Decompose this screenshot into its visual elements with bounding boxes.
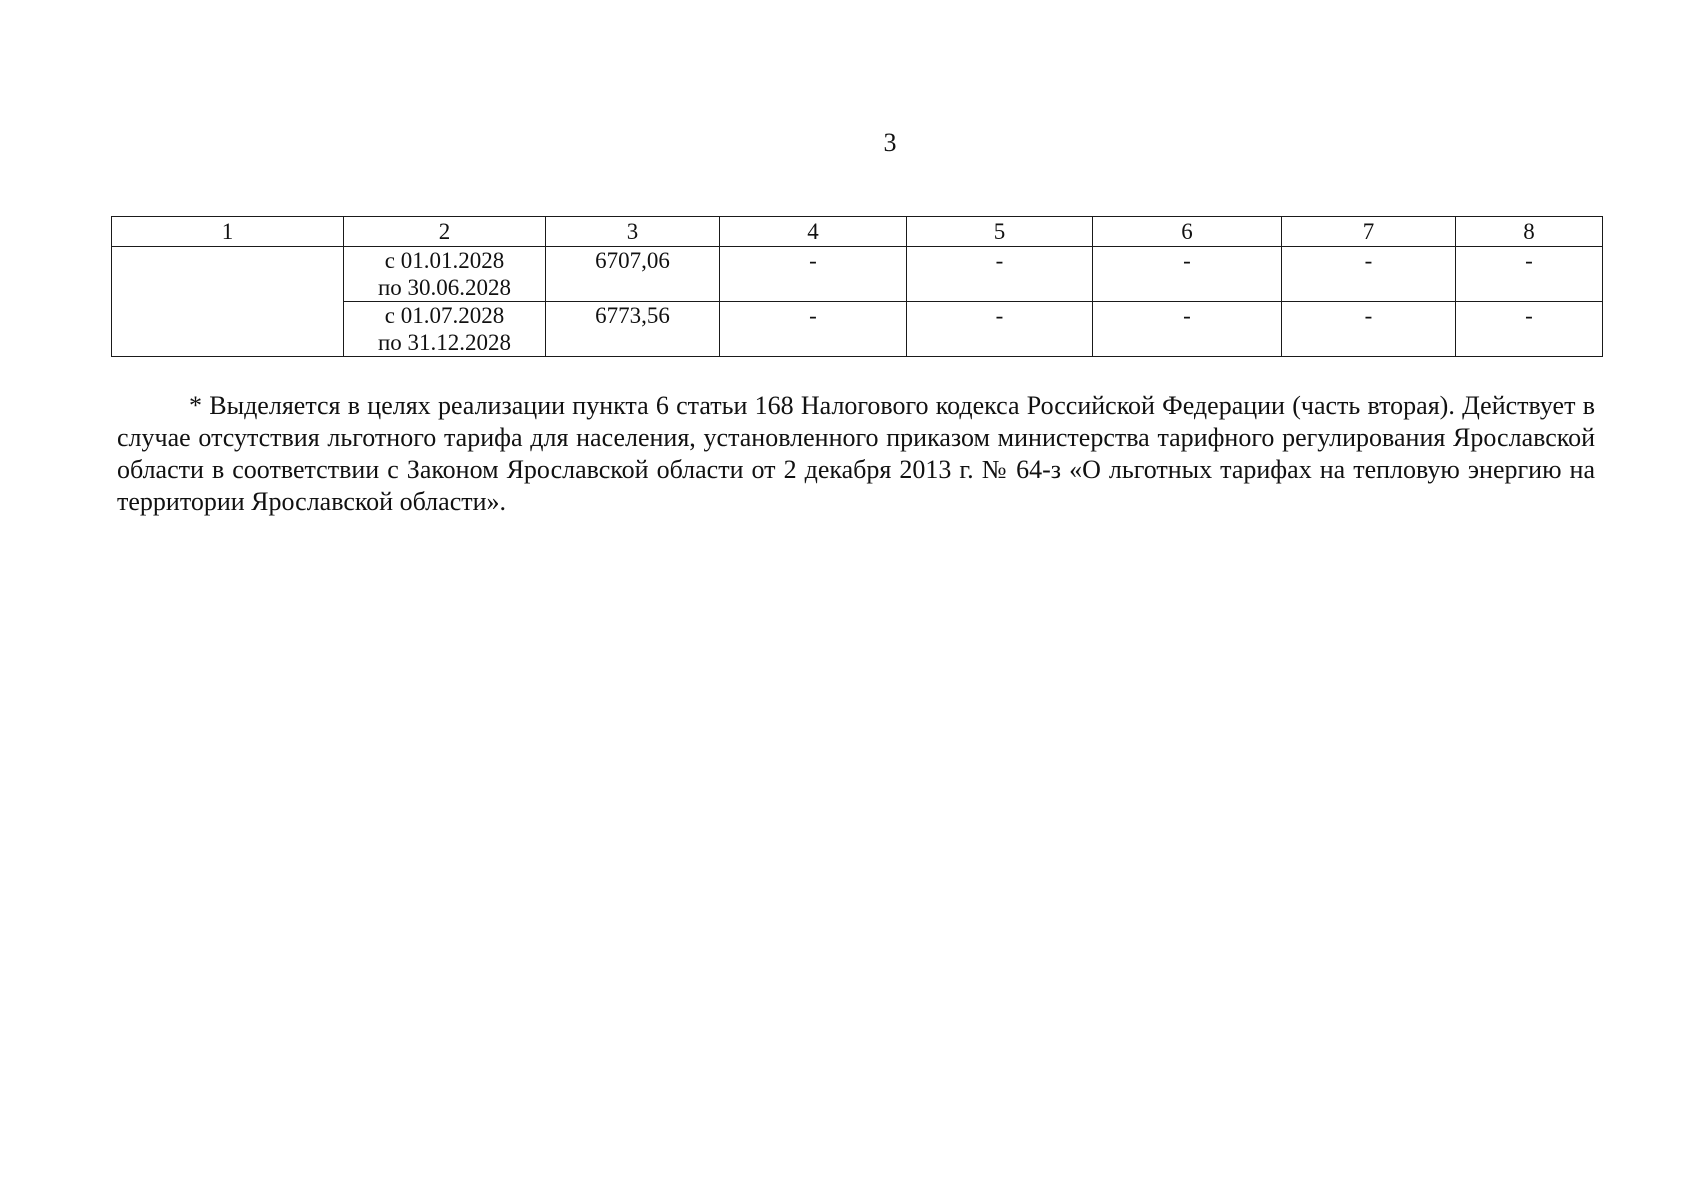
table-header-row [112, 217, 1603, 247]
period-cell [344, 302, 546, 357]
column-number-8: 8 [1456, 217, 1603, 247]
period-to: по 30.06.2028 [377, 275, 512, 300]
column-number-7: 7 [1282, 217, 1456, 247]
tariff-value-cell: 6707,06 [546, 247, 720, 302]
table-cell: - [720, 302, 907, 357]
column-number-4: 4 [720, 217, 907, 247]
period-from: с 01.01.2028 [384, 248, 505, 273]
table-row [112, 247, 1603, 302]
tariff-table [111, 216, 1603, 357]
group-cell [112, 247, 344, 357]
period-cell [344, 247, 546, 302]
tariff-value-cell: 6773,56 [546, 302, 720, 357]
column-number-5: 5 [907, 217, 1093, 247]
page-number: 3 [883, 128, 897, 157]
table-cell: - [907, 302, 1093, 357]
table-cell: - [720, 247, 907, 302]
table-cell: - [907, 247, 1093, 302]
column-number-2: 2 [344, 217, 546, 247]
column-number-6: 6 [1093, 217, 1282, 247]
table-cell: - [1456, 302, 1603, 357]
table-cell: - [1456, 247, 1603, 302]
table-cell: - [1093, 302, 1282, 357]
period-to: по 31.12.2028 [377, 330, 512, 355]
period-from: с 01.07.2028 [384, 303, 505, 328]
table-cell: - [1093, 247, 1282, 302]
column-number-1: 1 [112, 217, 344, 247]
footnote: * Выделяется в целях реализации пункта 6 статьи 168 Налогового кодекса Российской Федерации (часть вторая). Действует в случае отсутствия льготного тарифа для населения, установленного приказом министерства тарифного регулирования Ярославской области в соответствии с Законом Ярославской области от 2 декабря 2013 г. № 64-з «О льготных тарифах на тепловую энергию на территории Ярославской области». [117, 391, 1595, 516]
table-cell: - [1282, 302, 1456, 357]
column-number-3: 3 [546, 217, 720, 247]
table-cell: - [1282, 247, 1456, 302]
